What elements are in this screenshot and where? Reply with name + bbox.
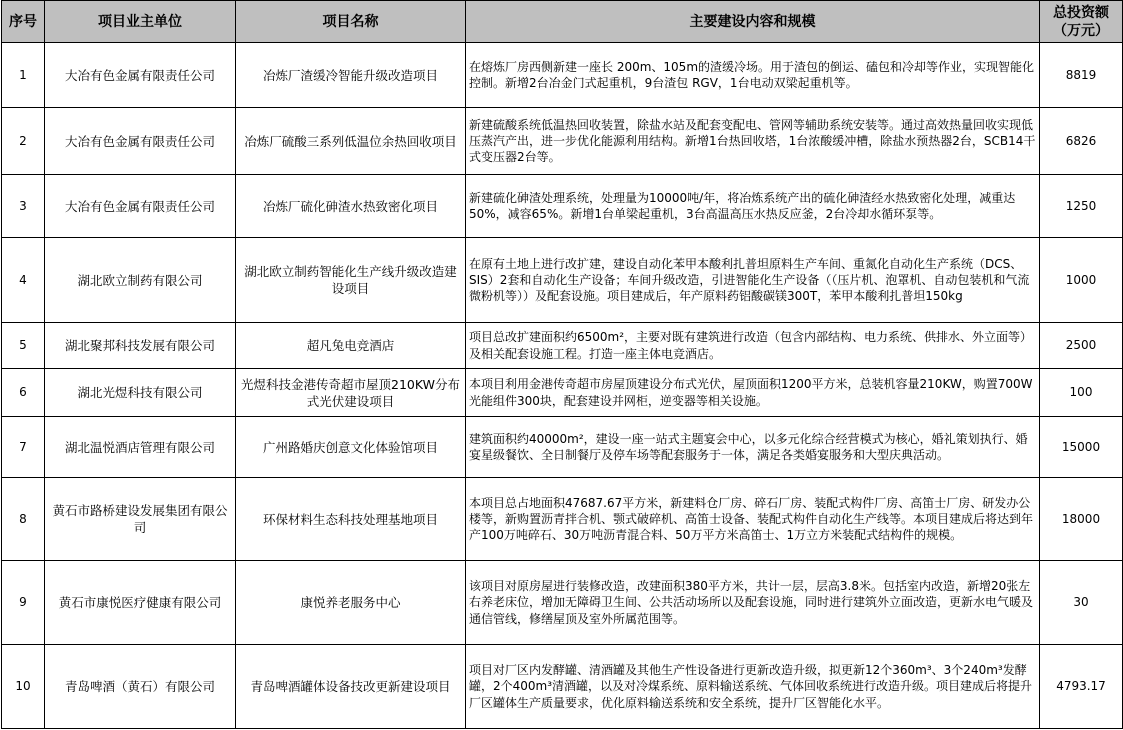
table-row [2, 369, 1123, 417]
header-content: 主要建设内容和规模 [466, 1, 1040, 43]
cell-owner: 大冶有色金属有限责任公司 [45, 43, 236, 108]
table-row [2, 108, 1123, 175]
cell-investment: 15000 [1040, 417, 1123, 478]
cell-no: 9 [2, 561, 45, 645]
cell-investment: 8819 [1040, 43, 1123, 108]
cell-investment: 30 [1040, 561, 1123, 645]
cell-name: 超凡兔电竞酒店 [236, 323, 466, 369]
cell-owner: 黄石市路桥建设发展集团有限公司 [45, 478, 236, 561]
cell-owner: 大冶有色金属有限责任公司 [45, 108, 236, 175]
cell-investment: 1250 [1040, 175, 1123, 238]
table-row [2, 238, 1123, 323]
cell-name: 广州路婚庆创意文化体验馆项目 [236, 417, 466, 478]
cell-content: 项目对厂区内发酵罐、清酒罐及其他生产性设备进行更新改造升级，拟更新12个360m³、3个240m³发酵罐，2个400m³清酒罐，以及对冷煤系统、原料输送系统、气体回收系统进行改造升级。项目建成后将提升厂区罐体生产质量要求，优化原料输送系统和安全系统，提升厂区智能化水平。 [466, 645, 1040, 729]
table-row [2, 645, 1123, 729]
cell-owner: 黄石市康悦医疗健康有限公司 [45, 561, 236, 645]
cell-no: 6 [2, 369, 45, 417]
cell-no: 8 [2, 478, 45, 561]
cell-content: 在熔炼厂房西侧新建一座长 200m、105m的渣缓冷场。用于渣包的倒运、磕包和冷却等作业，实现智能化控制。新增2台冶金门式起重机，9台渣包 RGV，1台电动双梁起重机等。 [466, 43, 1040, 108]
cell-investment: 100 [1040, 369, 1123, 417]
cell-no: 5 [2, 323, 45, 369]
cell-no: 4 [2, 238, 45, 323]
cell-no: 7 [2, 417, 45, 478]
project-table [1, 0, 1123, 729]
cell-content: 项目总改扩建面积约6500m²，主要对既有建筑进行改造（包含内部结构、电力系统、供排水、外立面等）及相关配套设施工程。打造一座主体电竞酒店。 [466, 323, 1040, 369]
cell-owner: 青岛啤酒（黄石）有限公司 [45, 645, 236, 729]
cell-no: 10 [2, 645, 45, 729]
table-row [2, 43, 1123, 108]
cell-owner: 湖北温悦酒店管理有限公司 [45, 417, 236, 478]
cell-content: 建筑面积约40000m²，建设一座一站式主题宴会中心，以多元化综合经营模式为核心，婚礼策划执行、婚宴星级餐饮、全日制餐厅及停车场等配套服务于一体，满足各类婚宴服务和大型庆典活动。 [466, 417, 1040, 478]
header-name: 项目名称 [236, 1, 466, 43]
cell-name: 光煜科技金港传奇超市屋顶210KW分布式光伏建设项目 [236, 369, 466, 417]
header-no: 序号 [2, 1, 45, 43]
cell-investment: 6826 [1040, 108, 1123, 175]
cell-name: 冶炼厂硫酸三系列低温位余热回收项目 [236, 108, 466, 175]
cell-owner: 湖北聚邦科技发展有限公司 [45, 323, 236, 369]
cell-content: 该项目对原房屋进行装修改造，改建面积380平方米，共计一层，层高3.8米。包括室内改造，新增20张左右养老床位，增加无障碍卫生间、公共活动场所以及配套设施，同时进行建筑外立面改造，更新水电气暖及通信管线，修缮屋顶及室外所属范围等。 [466, 561, 1040, 645]
cell-name: 青岛啤酒罐体设备技改更新建设项目 [236, 645, 466, 729]
cell-name: 环保材料生态科技处理基地项目 [236, 478, 466, 561]
cell-owner: 大冶有色金属有限责任公司 [45, 175, 236, 238]
header-owner: 项目业主单位 [45, 1, 236, 43]
header-investment: 总投资额（万元） [1040, 1, 1123, 43]
table-row [2, 478, 1123, 561]
cell-content: 在原有土地上进行改扩建，建设自动化苯甲本酸利扎普坦原料生产车间、重氮化自动化生产系统（DCS、SIS）2套和自动化生产设备；车间升级改造，引进智能化生产设备（（压片机、泡罩机、自动包装机和气流微粉机等））及配套设施。项目建成后，年产原料药铝酸碳镁300T，苯甲本酸利扎普坦150kg [466, 238, 1040, 323]
header-row [2, 1, 1123, 43]
cell-content: 本项目总占地面积47687.67平方米，新建料仓厂房、碎石厂房、装配式构件厂房、高笛士厂房、研发办公楼等，新购置沥青拌合机、颚式破碎机、高笛士设备、装配式构件自动化生产线等。本项目建成后将达到年产100万吨碎石、30万吨沥青混合料、50万平方米高笛士、1万立方米装配式结构件的规模。 [466, 478, 1040, 561]
cell-investment: 18000 [1040, 478, 1123, 561]
cell-name: 冶炼厂硫化砷渣水热致密化项目 [236, 175, 466, 238]
cell-content: 新建硫酸系统低温热回收装置，除盐水站及配套变配电、管网等辅助系统安装等。通过高效热量回收实现低压蒸汽产出，进一步优化能源利用结构。新增1台热回收塔，1台浓酸缓冲槽，除盐水预热器2台，SCB14干式变压器2台等。 [466, 108, 1040, 175]
cell-name: 康悦养老服务中心 [236, 561, 466, 645]
cell-investment: 4793.17 [1040, 645, 1123, 729]
cell-content: 新建硫化砷渣处理系统，处理量为10000吨/年，将冶炼系统产出的硫化砷渣经水热致密化处理，减重达50%，减容65%。新增1台单梁起重机，3台高温高压水热反应釜，2台冷却水循环泵等。 [466, 175, 1040, 238]
cell-no: 2 [2, 108, 45, 175]
cell-no: 1 [2, 43, 45, 108]
cell-owner: 湖北欧立制药有限公司 [45, 238, 236, 323]
table-row [2, 417, 1123, 478]
cell-owner: 湖北光煜科技有限公司 [45, 369, 236, 417]
table-row [2, 175, 1123, 238]
cell-investment: 2500 [1040, 323, 1123, 369]
table-row [2, 561, 1123, 645]
cell-name: 冶炼厂渣缓冷智能升级改造项目 [236, 43, 466, 108]
table-row [2, 323, 1123, 369]
cell-investment: 1000 [1040, 238, 1123, 323]
cell-no: 3 [2, 175, 45, 238]
cell-content: 本项目利用金港传奇超市房屋顶建设分布式光伏，屋顶面积1200平方米，总装机容量210KW，购置700W光能组件300块，配套建设并网柜，逆变器等相关设施。 [466, 369, 1040, 417]
cell-name: 湖北欧立制药智能化生产线升级改造建设项目 [236, 238, 466, 323]
